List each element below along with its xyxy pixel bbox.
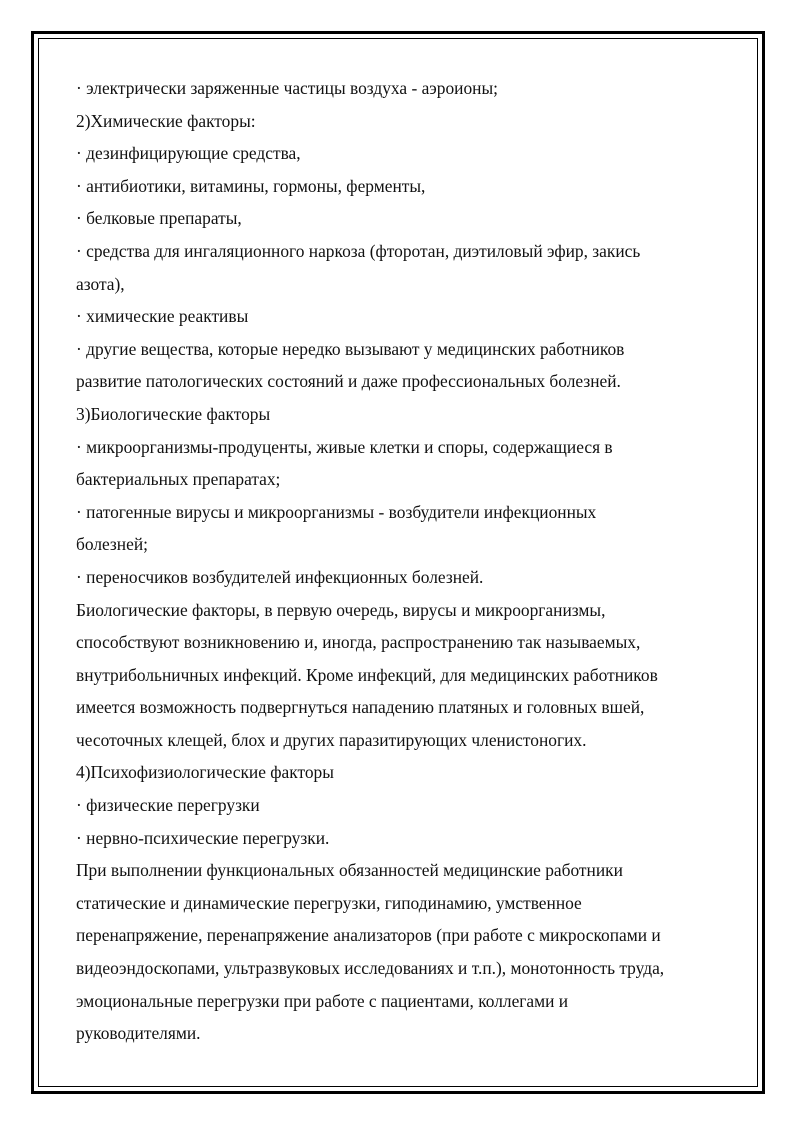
section-heading-chemical: 2)Химические факторы: xyxy=(76,110,256,131)
section-heading-biological: 3)Биологические факторы xyxy=(76,403,271,424)
text-line: имеется возможность подвергнуться нападению платяных и головных вшей, xyxy=(76,697,645,718)
text-line: · другие вещества, которые нередко вызывают у медицинских работников xyxy=(76,338,625,359)
text-line: развитие патологических состояний и даже профессиональных болезней. xyxy=(76,371,621,392)
text-line: · патогенные вирусы и микроорганизмы - возбудители инфекционных xyxy=(76,501,597,522)
text-line: видеоэндоскопами, ультразвуковых исследованиях и т.п.), монотонность труда, xyxy=(76,958,665,979)
text-line: чесоточных клещей, блох и других паразитирующих членистоногих. xyxy=(76,729,587,750)
text-line: Биологические факторы, в первую очередь, вирусы и микроорганизмы, xyxy=(76,599,606,620)
text-line: статические и динамические перегрузки, гиподинамию, умственное xyxy=(76,892,582,913)
text-line: азота), xyxy=(76,273,125,294)
text-line: внутрибольничных инфекций. Кроме инфекций, для медицинских работников xyxy=(76,664,658,685)
text-line: · антибиотики, витамины, гормоны, ферменты, xyxy=(76,175,426,196)
document-body xyxy=(76,72,736,1050)
text-line: · дезинфицирующие средства, xyxy=(76,143,301,164)
text-line: эмоциональные перегрузки при работе с пациентами, коллегами и xyxy=(76,990,569,1011)
text-line: бактериальных препаратах; xyxy=(76,469,281,490)
text-line: · электрически заряженные частицы воздуха - аэроионы; xyxy=(76,78,498,98)
section-heading-psychophysiological: 4)Психофизиологические факторы xyxy=(76,762,334,783)
text-line: · нервно-психические перегрузки. xyxy=(76,827,330,848)
text-line: · физические перегрузки xyxy=(76,795,260,816)
text-line: перенапряжение, перенапряжение анализаторов (при работе с микроскопами и xyxy=(76,925,661,946)
text-line: · переносчиков возбудителей инфекционных болезней. xyxy=(76,566,484,587)
text-line: · химические реактивы xyxy=(76,306,249,327)
text-line: При выполнении функциональных обязанностей медицинские работники xyxy=(76,860,623,881)
text-line: · средства для ингаляционного наркоза (фторотан, диэтиловый эфир, закись xyxy=(76,240,641,261)
text-line: руководителями. xyxy=(76,1023,201,1044)
text-line: способствуют возникновению и, иногда, распространению так называемых, xyxy=(76,632,641,653)
text-line: · микроорганизмы-продуценты, живые клетки и споры, содержащиеся в xyxy=(76,436,613,457)
text-line: · белковые препараты, xyxy=(76,208,242,229)
text-line: болезней; xyxy=(76,534,148,555)
